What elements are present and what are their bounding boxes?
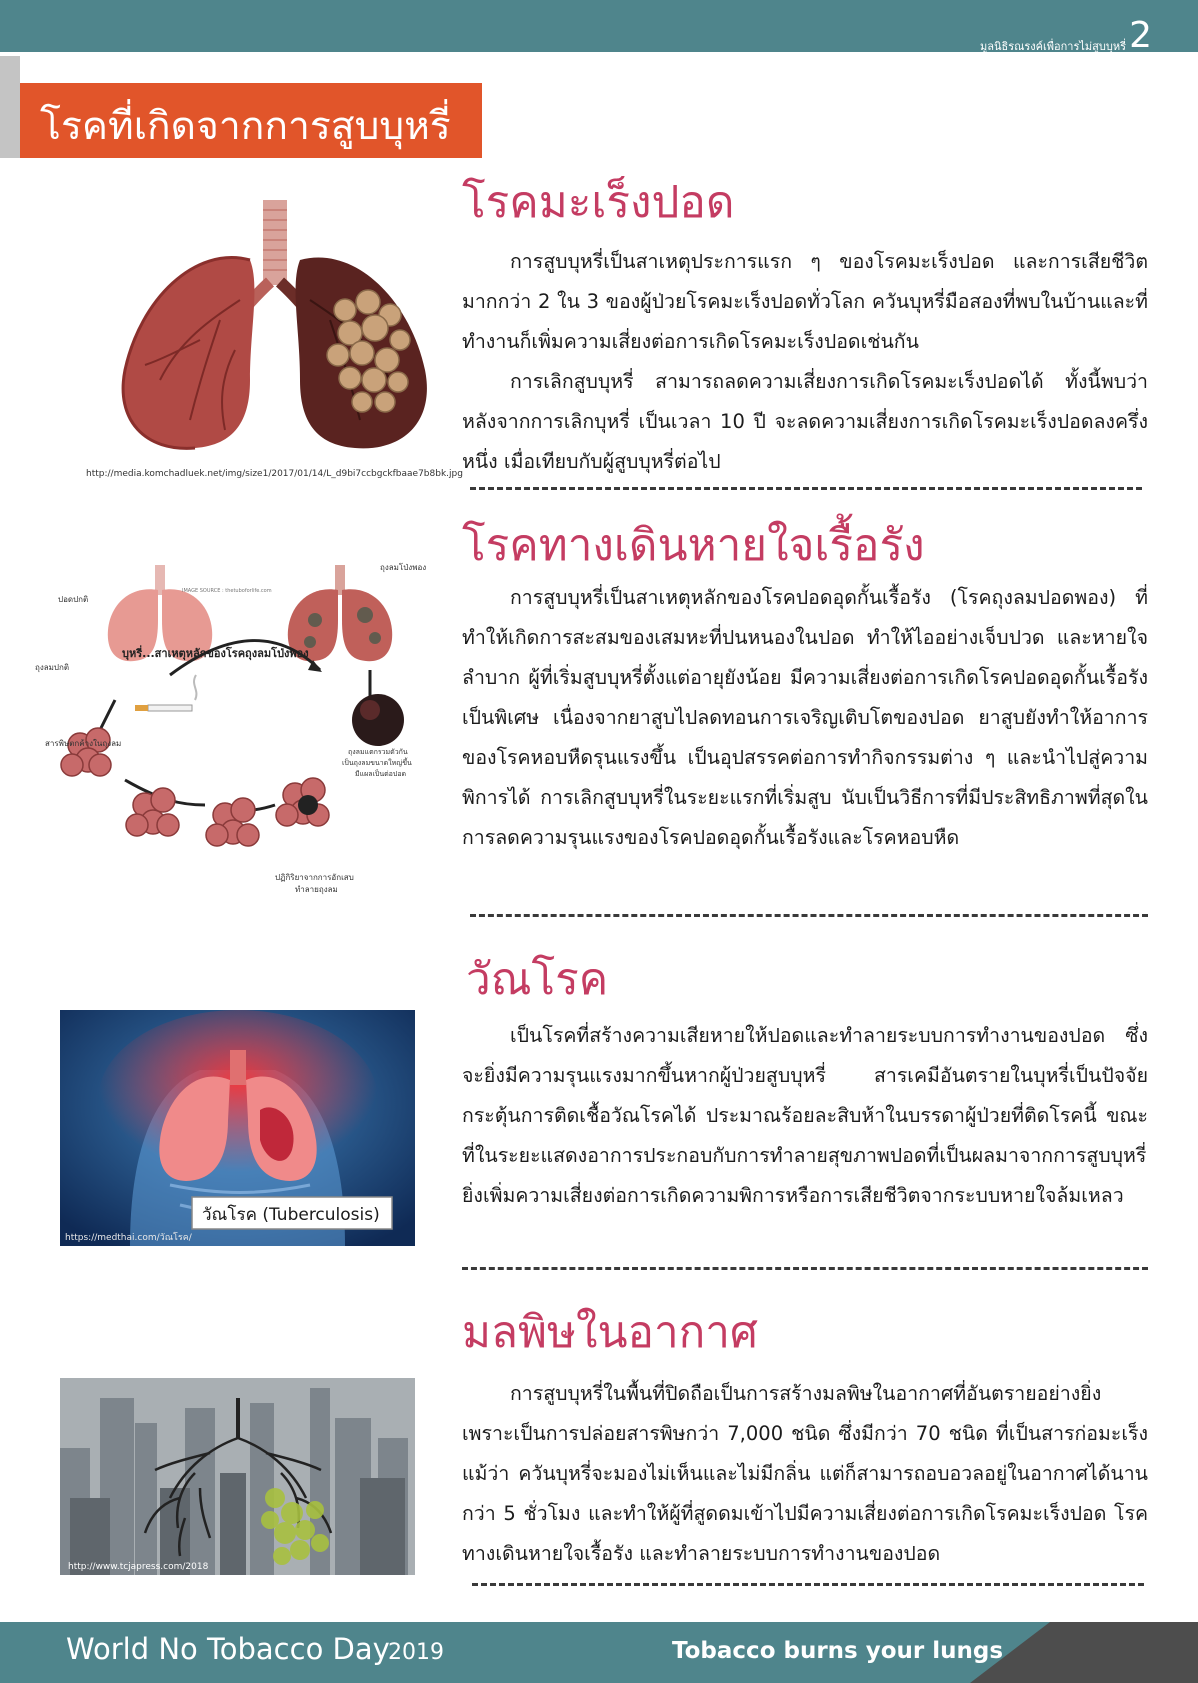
image-credit: http://www.tcjapress.com/2018: [68, 1562, 209, 1572]
emphysema-diagram: [30, 560, 450, 905]
label-inflammation-2: ทำลายถุงลม: [295, 885, 338, 894]
section-body-lung-cancer: [462, 242, 1148, 482]
section-body-air-pollution: [462, 1374, 1148, 1574]
paragraph: การเลิกสูบบุหรี่ สามารถลดความเสี่ยงการเกิดโรคมะเร็งปอดได้ ทั้งนี้พบว่าหลังจากการเลิกบุหรี่ เป็นเวลา 10 ปี จะลดความเสี่ยงการเกิดโรคมะเร็งปอดลงครึ่งหนึ่ง เมื่อเทียบกับผู้สูบบุหรี่ต่อไป: [462, 370, 1148, 473]
label-emphysema: ถุงลมโป่งพอง: [380, 563, 427, 572]
label-normal-alveoli: ถุงลมปกติ: [35, 663, 70, 672]
page-title: โรคที่เกิดจากการสูบบุหรี่: [40, 104, 451, 149]
paragraph: การสูบบุหรี่ในพื้นที่ปิดถือเป็นการสร้างมลพิษในอากาศที่อันตรายอย่างยิ่ง เพราะเป็นการปล่อยสารพิษกว่า 7,000 ชนิด ซึ่งมีกว่า 70 ชนิด ที่เป็นสารก่อมะเร็ง แม้ว่า ควันบุหรี่จะมองไม่เห็นและไม่มีกลิ่น แต่ก็สามารถอบอวลอยู่ในอากาศได้นานกว่า 5 ชั่วโมง และทำให้ผู้ที่สูดดมเข้าไปมีความเสี่ยงต่อการเกิดโรคมะเร็งปอด โรคทางเดินหายใจเรื้อรัง และทำลายระบบการทำงานของปอด: [462, 1382, 1148, 1565]
diagram-caption: บุหรี่...สาเหตุหลักของโรคถุงลมโป่งพอง: [122, 647, 309, 660]
footer-event-name: World No Tobacco Day: [66, 1632, 390, 1666]
image-credit: https://medthai.com/วัณโรค/: [65, 1233, 192, 1243]
page-title-box: [20, 83, 482, 158]
section-title-tuberculosis: วัณโรค: [466, 954, 609, 1005]
title-accent-bar: [0, 56, 20, 158]
footer-slogan: Tobacco burns your lungs: [672, 1638, 1004, 1664]
paragraph: เป็นโรคที่สร้างความเสียหายให้ปอดและทำลายระบบการทำงานของปอด ซึ่งจะยิ่งมีความรุนแรงมากขึ้นหากผู้ป่วยสูบบุหรี่ สารเคมีอันตรายในบุหรี่เป็นปัจจัยกระตุ้นการติดเชื้อวัณโรคได้ ประมาณร้อยละสิบห้าในบรรดาผู้ป่วยที่ติดโรคนี้ ขณะที่ในระยะแสดงอาการประกอบกับการทำลายสุขภาพปอดที่เป็นผลมาจากการสูบบุหรี่ ยิ่งเพิ่มความเสี่ยงต่อการเกิดความพิการหรือการเสียชีวิตจากระบบหายใจล้มเหลว: [462, 1024, 1148, 1207]
paragraph: การสูบบุหรี่เป็นสาเหตุประการแรก ๆ ของโรคมะเร็งปอด และการเสียชีวิตมากกว่า 2 ใน 3 ของผู้ป่วยโรคมะเร็งปอดทั่วโลก ควันบุหรี่มือสองที่พบในบ้านและที่ทำงานก็เพิ่มความเสี่ยงต่อการเกิดโรคมะเร็งปอดเช่นกัน: [462, 250, 1148, 353]
air-pollution-image: [60, 1378, 415, 1575]
label-merge-1: ถุงลมแตกรวมตัวกัน: [348, 748, 408, 756]
footer-year: 2019: [388, 1640, 444, 1665]
label-merge-3: มีแผลเป็นต่อปอด: [355, 770, 407, 778]
label-merge-2: เป็นถุงลมขนาดใหญ่ขึ้น: [342, 759, 412, 767]
paragraph: การสูบบุหรี่เป็นสาเหตุหลักของโรคปอดอุดกั้นเรื้อรัง (โรคถุงลมปอดพอง) ที่ทำให้เกิดการสะสมของเสมหะที่ปนหนองในปอด ทำให้ไออย่างเจ็บปวด และหายใจลำบาก ผู้ที่เริ่มสูบบุหรี่ตั้งแต่อายุยังน้อย มีความเสี่ยงต่อการเกิดโรคปอดอุดกั้นเรื้อรังเป็นพิเศษ เนื่องจากยาสูบไปลดทอนการเจริญเติบโตของปอด ยาสูบยังทำให้อาการของโรคหอบหืดรุนแรงขึ้น เป็นอุปสรรคต่อการทำกิจกรรมต่าง ๆ และนำไปสู่ความพิการได้ การเลิกสูบบุหรี่ในระยะแรกที่เริ่มสูบ นับเป็นวิธีการที่มีประสิทธิภาพที่สุดในการลดความรุนแรงของโรคปอดอุดกั้นเรื้อรังและโรคหอบหืด: [462, 586, 1148, 849]
section-divider: [470, 487, 1142, 490]
section-title-air-pollution: มลพิษในอากาศ: [462, 1307, 758, 1358]
tuberculosis-image: [60, 1010, 415, 1246]
section-body-respiratory: [462, 578, 1148, 858]
lung-cancer-image: [100, 190, 450, 465]
section-divider: [470, 914, 1148, 917]
tuberculosis-label: วัณโรค (Tuberculosis): [202, 1205, 380, 1225]
section-divider: [462, 1267, 1148, 1270]
section-body-tuberculosis: [462, 1016, 1148, 1216]
image-credit: http://media.komchadluek.net/img/size1/2017/01/14/L_d9bi7ccbgckfbaae7b8bk.jpg: [86, 469, 463, 479]
label-inflammation-1: ปฏิกิริยาจากการอักเสบ: [275, 873, 354, 882]
section-title-respiratory: โรคทางเดินหายใจเรื้อรัง: [462, 520, 925, 571]
page-number: 2: [1129, 15, 1152, 56]
label-normal-lung: ปอดปกติ: [58, 595, 89, 604]
diagram-source: IMAGE SOURCE : thetuboforlife.com: [182, 588, 272, 594]
label-toxin: สารพิษตกค้างในถุงลม: [45, 739, 122, 748]
section-title-lung-cancer: โรคมะเร็งปอด: [462, 177, 735, 228]
section-divider: [472, 1583, 1144, 1586]
organization-name: มูลนิธิรณรงค์เพื่อการไม่สูบบุหรี่: [980, 40, 1126, 53]
